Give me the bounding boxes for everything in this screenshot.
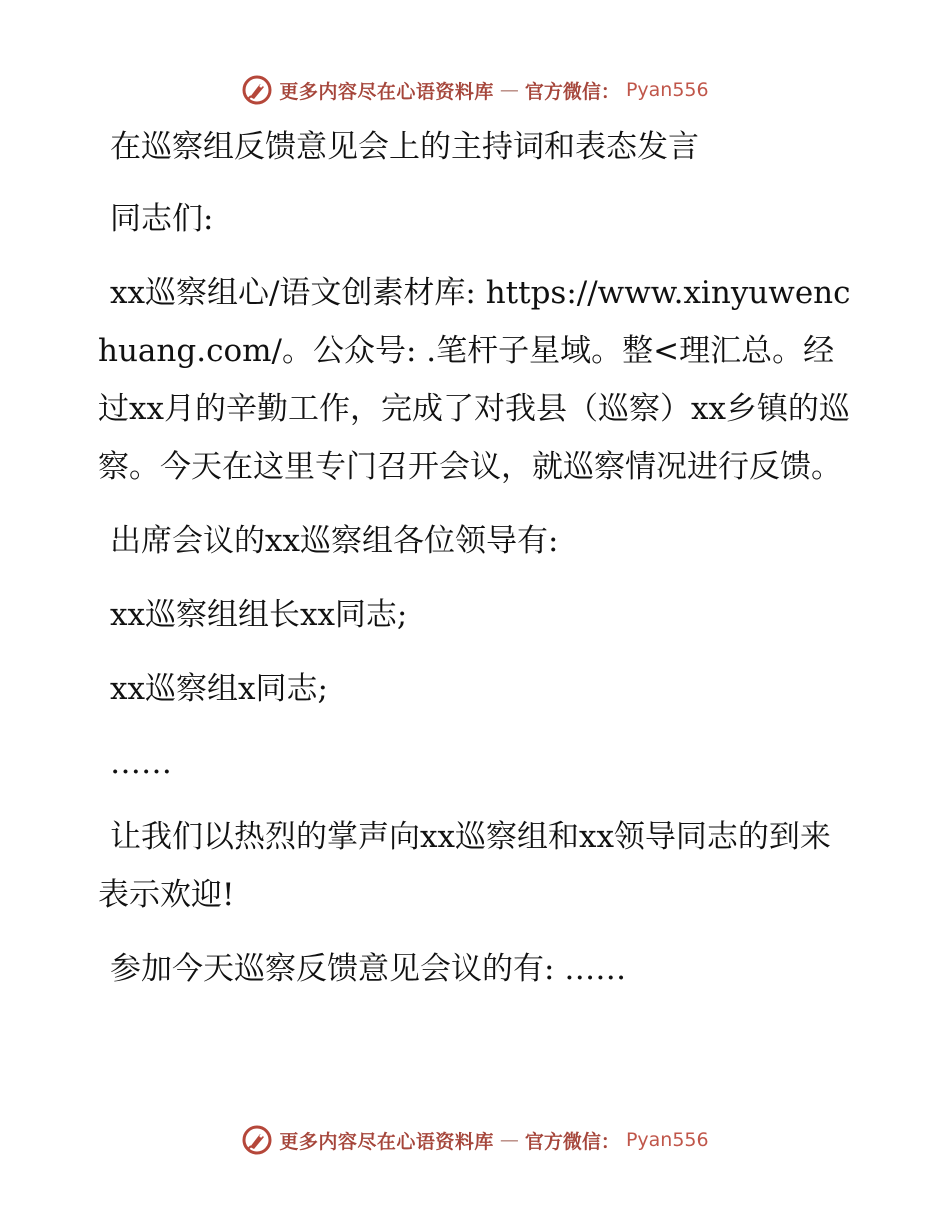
paragraph-salutation: 同志们: — [110, 201, 214, 237]
paragraph-ellipsis: …… — [110, 745, 172, 781]
paragraph-leader-1: xx巡察组组长xx同志; — [110, 597, 408, 633]
footer-banner — [0, 1124, 950, 1156]
pen-nib-logo-icon — [241, 1124, 273, 1156]
banner-wechat-id: Pyan556 — [625, 1129, 709, 1151]
banner-dash: — — [499, 79, 519, 101]
paragraph-intro: xx巡察组心/语文创素材库: https://www.xinyuwenchuang.com/。公众号: .笔杆子星域。整<理汇总。经过xx月的辛勤工作，完成了对我县（巡察）xx乡镇的巡察。今天在这里专门召开会议，就巡察情况进行反馈。 — [98, 275, 851, 485]
banner-dash: — — [499, 1129, 519, 1151]
banner-text: 更多内容尽在心语资料库 — [279, 1130, 494, 1153]
banner-wechat-id: Pyan556 — [625, 79, 709, 101]
pen-nib-logo-icon — [241, 74, 273, 106]
paragraph-welcome: 让我们以热烈的掌声向xx巡察组和xx领导同志的到来表示欢迎! — [98, 819, 831, 913]
banner-wechat-label: 官方微信： — [524, 1130, 620, 1153]
paragraph-attending-leaders: 出席会议的xx巡察组各位领导有: — [110, 523, 559, 559]
banner-wechat-label: 官方微信： — [524, 80, 620, 103]
header-banner — [0, 74, 950, 106]
document-body — [98, 118, 858, 1014]
paragraph-participants: 参加今天巡察反馈意见会议的有: …… — [110, 951, 627, 987]
paragraph-leader-2: xx巡察组x同志; — [110, 671, 328, 707]
banner-text: 更多内容尽在心语资料库 — [279, 80, 494, 103]
document-title: 在巡察组反馈意见会上的主持词和表态发言 — [110, 129, 699, 165]
